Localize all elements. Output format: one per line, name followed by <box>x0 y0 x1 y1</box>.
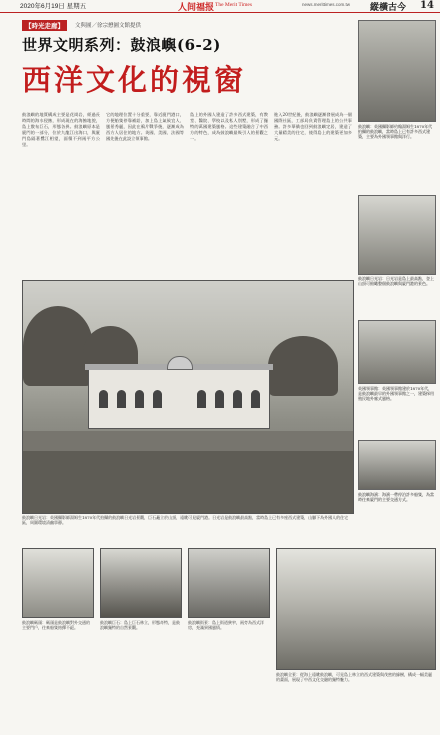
page-header <box>0 0 440 13</box>
bottom-caption-3: 鼓浪嶼街景：島上街道狹窄，兩旁為西式洋房，充滿異國風情。 <box>188 620 264 630</box>
sidebar-photo-4 <box>358 440 436 490</box>
column-tag: 【時光走廊】 <box>22 20 67 31</box>
article-byline: 文與圖／徐宗懋圖文館提供 <box>75 23 142 29</box>
bottom-caption-4: 鼓浪嶼全景：從海上遠眺鼓浪嶼，可見島上林立的西式建築與茂密的綠樹，構成一幅美麗的畫面，展現了中西文化交融的獨特魅力。 <box>276 672 432 682</box>
bottom-photo-2 <box>100 548 182 618</box>
newspaper-logo: 人间福报 <box>178 3 215 13</box>
article-column-3: 島上的外國人建造了許多西式建築，有教堂、醫院、學校以及私人別墅，形成了獨特的萬國建築風格。這些建築融合了中西方的特色，成為鼓浪嶼最吸引人的景觀之一。 <box>190 112 268 141</box>
bottom-photo-4 <box>276 548 436 670</box>
series-title: 世界文明系列：鼓浪嶼(6-2) <box>22 36 221 54</box>
main-photo-caption: 鼓浪嶼日光岩：英國攝影師湯姆生1870年代拍攝的鼓浪嶼日光岩景觀，巨石矗立於山頂，遠眺可見廈門港。日光岩是鼓浪嶼最高點，當時島上已有多座西式建築，山腳下為外國人的住宅區，周圍環境清幽寧靜。 <box>22 515 349 526</box>
article-headline: 西洋文化的視窗 <box>22 63 247 97</box>
section-name: 縱橫古今 <box>370 3 407 13</box>
sidebar-photo-2 <box>358 195 436 275</box>
newspaper-logo-english: The Merit Times <box>215 2 252 8</box>
sidebar-photo-3 <box>358 320 436 384</box>
bottom-caption-1: 鼓浪嶼碼頭：碼頭是鼓浪嶼對外交通的主要門戶，往來船隻絡繹不絕。 <box>22 620 90 630</box>
main-photo <box>22 280 354 514</box>
sidebar-caption-2: 鼓浪嶼日光岩：日光岩是島上最高點，登上山頂可俯瞰整個鼓浪嶼與廈門港的景色。 <box>358 276 434 286</box>
sidebar-caption-1: 鼓浪嶼：英國攝影師約翰湯姆生1870年代拍攝的鼓浪嶼，當時島上已有許多西式建築，主要為外國領事館與洋行。 <box>358 124 433 139</box>
newspaper-url: news.merittimes.com.tw <box>302 2 351 7</box>
bottom-caption-2: 鼓浪嶼巨石：島上巨石林立，形態奇特，是鼓浪嶼獨特的自然景觀。 <box>100 620 180 630</box>
photo-building <box>88 369 270 429</box>
sidebar-caption-3: 英國領事館：英國領事館建於1870年代，是鼓浪嶼最早的外國領事館之一，建築採用殖民地外廊式風格。 <box>358 386 434 401</box>
issue-date: 2020年6月19日 星期五 <box>20 3 87 10</box>
photo-rock-right <box>268 336 338 396</box>
sidebar-photo-1 <box>358 20 436 122</box>
article-column-4: 進入20世紀後，鼓浪嶼逐漸發展成為一個國際社區，工部局負責管理島上的公共事務。許多華僑也回到鼓浪嶼定居，建造了大量精美的住宅，使得島上的建築更加多元。 <box>274 112 352 141</box>
bottom-photo-1 <box>22 548 94 618</box>
article-column-1: 鼓浪嶼的地質構成主要是花崗岩，經過長時間的海水侵蝕，形成現在的海蝕地貌，島上散布巨石，形態各異。鼓浪嶼原本是廈門的一部分，位於九龍江出海口，與廈門島隔著鷺江相望，面積不到兩平方公里。 <box>22 112 100 147</box>
sidebar-caption-4: 鼓浪嶼海濱：海濱一帶停泊許多船隻，為當時往來廈門的主要交通方式。 <box>358 492 434 502</box>
page-number: 14 <box>420 0 434 11</box>
article-column-2: 它的地理位置十分重要，靠近廈門港口，方便船隻停靠補給，加上島上氣候宜人、風景秀麗，因此在鴉片戰爭後，逐漸成為西方人居住的地方。英國、美國、法國等國先後在此設立領事館。 <box>106 112 184 141</box>
bottom-photo-3 <box>188 548 270 618</box>
article-body <box>22 112 352 275</box>
